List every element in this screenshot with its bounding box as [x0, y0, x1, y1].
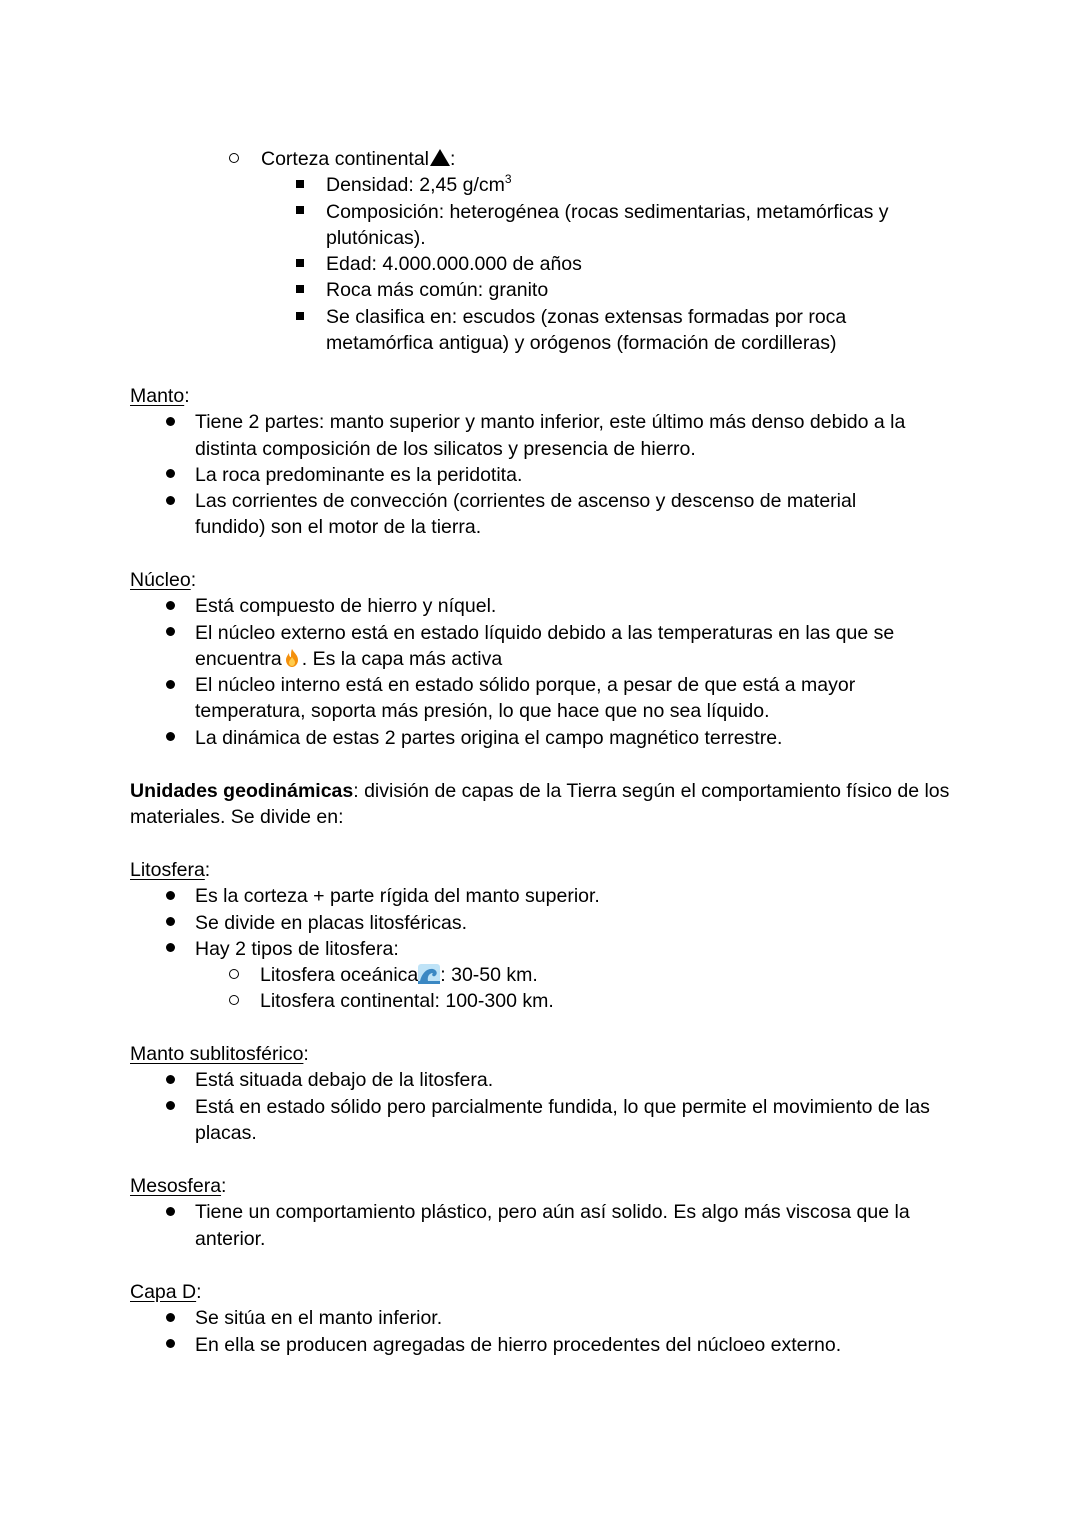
list-item: Hay 2 tipos de litosfera: — [195, 936, 960, 962]
bullet-icon — [160, 1094, 180, 1120]
fire-icon — [282, 648, 302, 668]
mesosfera-section — [130, 1173, 960, 1252]
list-item: Está compuesto de hierro y níquel. — [195, 593, 925, 619]
unidades-paragraph: Unidades geodinámicas: división de capas de la Tierra según el comportamiento físico de los materiales. Se divide en: — [130, 780, 950, 829]
circle-bullet-icon — [224, 962, 244, 988]
list-item: Litosfera oceánica : 30-50 km. — [260, 962, 960, 988]
bullet-icon — [160, 462, 180, 488]
bullet-icon — [160, 910, 180, 936]
list-item: Tiene 2 partes: manto superior y manto inferior, este último más denso debido a la distinta composición de los silicatos y presencia de hierro. — [195, 409, 935, 462]
list-item: Densidad: 2,45 $g/cm^3$ — [326, 172, 960, 198]
bullet-icon — [160, 725, 180, 751]
bullet-icon — [160, 1305, 180, 1331]
bullet-icon — [160, 488, 180, 514]
bullet-icon — [160, 620, 180, 646]
section-heading: Litosfera: — [130, 859, 211, 881]
bullet-icon — [160, 672, 180, 698]
list-item: Se clasifica en: escudos (zonas extensas formadas por roca metamórfica antigua) y orógenos (formación de cordilleras) — [326, 304, 886, 357]
list-item: Se divide en placas litosféricas. — [195, 910, 960, 936]
list-item: El núcleo interno está en estado sólido porque, a pesar de que está a mayor temperatura, soporta más presión, lo que hace que no sea líquido. — [195, 672, 925, 725]
list-item: El núcleo externo está en estado líquido debido a las temperaturas en las que se encuentra . Es la capa más activa — [195, 620, 925, 673]
list-item: Litosfera continental: 100-300 km. — [260, 988, 960, 1014]
list-item: Las corrientes de convección (corrientes de ascenso y descenso de material fundido) son el motor de la tierra. — [195, 488, 885, 541]
section-heading: Manto sublitosférico: — [130, 1043, 309, 1065]
bullet-icon — [160, 409, 180, 435]
list-item: Está situada debajo de la litosfera. — [195, 1067, 960, 1093]
square-bullet-icon — [290, 199, 310, 225]
circle-bullet-icon — [224, 988, 244, 1014]
triangle-icon — [430, 149, 450, 166]
list-item: Roca más común: granito — [326, 277, 960, 303]
manto-section — [130, 383, 960, 541]
bullet-icon — [160, 1067, 180, 1093]
circle-bullet-icon — [224, 146, 244, 172]
square-bullet-icon — [290, 251, 310, 277]
corteza-title: Corteza continental : — [0, 146, 960, 172]
section-heading: Manto: — [130, 385, 190, 407]
square-bullet-icon — [290, 277, 310, 303]
nucleo-section — [130, 567, 960, 751]
list-item: Es la corteza + parte rígida del manto superior. — [195, 883, 960, 909]
bullet-icon — [160, 1199, 180, 1225]
list-item: Edad: 4.000.000.000 de años — [326, 251, 960, 277]
list-item: Tiene un comportamiento plástico, pero aún así solido. Es algo más viscosa que la anterior. — [195, 1199, 935, 1252]
list-item: La roca predominante es la peridotita. — [195, 462, 935, 488]
corteza-section — [0, 146, 960, 356]
list-item: Está en estado sólido pero parcialmente fundida, lo que permite el movimiento de las placas. — [195, 1094, 960, 1147]
litosfera-section — [130, 857, 960, 1015]
list-item: Se sitúa en el manto inferior. — [195, 1305, 960, 1331]
section-heading: Capa D: — [130, 1281, 202, 1303]
sublito-section — [130, 1041, 960, 1146]
bullet-icon — [160, 1332, 180, 1358]
list-item: En ella se producen agregadas de hierro procedentes del núcloeo externo. — [195, 1332, 960, 1358]
bullet-icon — [160, 936, 180, 962]
bullet-icon — [160, 883, 180, 909]
square-bullet-icon — [290, 172, 310, 198]
section-heading: Mesosfera: — [130, 1175, 227, 1197]
list-item: La dinámica de estas 2 partes origina el campo magnético terrestre. — [195, 725, 925, 751]
square-bullet-icon — [290, 304, 310, 330]
wave-icon — [418, 964, 440, 984]
bullet-icon — [160, 593, 180, 619]
section-heading: Núcleo: — [130, 569, 197, 591]
capad-section — [130, 1279, 960, 1358]
list-item: Composición: heterogénea (rocas sedimentarias, metamórficas y plutónicas). — [326, 199, 916, 252]
